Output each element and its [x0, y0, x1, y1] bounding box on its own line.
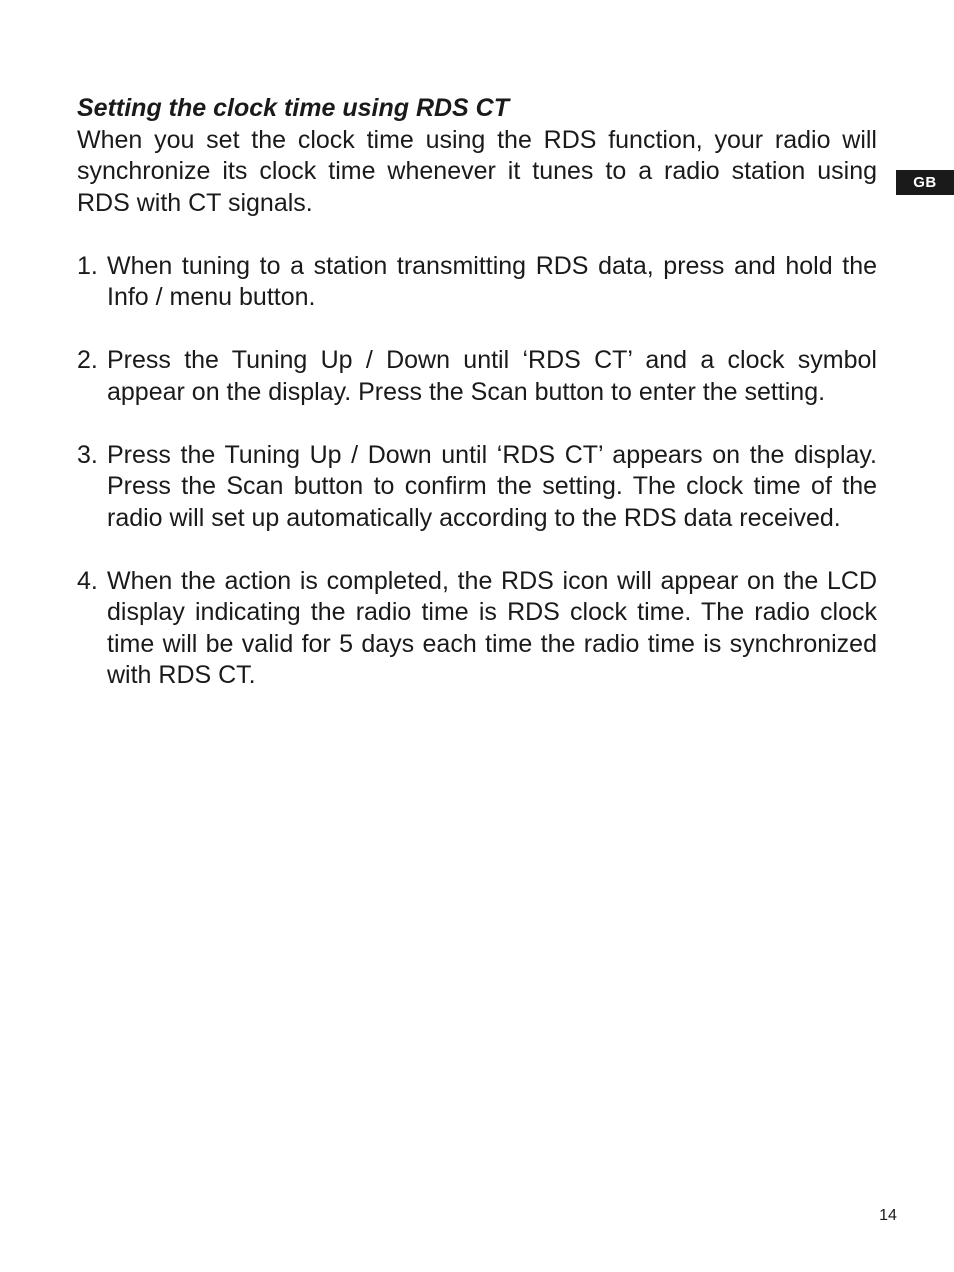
step-text: Press the Tuning Up / Down until ‘RDS CT’ and a clock symbol appear on the display. Press the Scan button to enter the setting.: [107, 346, 877, 406]
language-tab: GB: [896, 170, 954, 195]
step-text: Press the Tuning Up / Down until ‘RDS CT’ appears on the display. Press the Scan button to confirm the setting. The clock time of the radio will set up automatically according to the RDS data received.: [107, 440, 877, 532]
list-item: [77, 345, 877, 408]
page-number: 14: [879, 1207, 897, 1224]
list-item: [77, 251, 877, 314]
section-heading: Setting the clock time using RDS CT: [77, 94, 509, 122]
intro-paragraph: When you set the clock time using the RDS function, your radio will synchronize its clock time whenever it tunes to a radio station using RDS with CT signals.: [77, 125, 877, 217]
list-item: [77, 566, 877, 692]
step-number: 4.: [77, 566, 98, 595]
step-text: When tuning to a station transmitting RDS data, press and hold the Info / menu button.: [107, 251, 877, 311]
step-number: 1.: [77, 251, 98, 280]
list-item: [77, 440, 877, 535]
step-text: When the action is completed, the RDS icon will appear on the LCD display indicating the radio time is RDS clock time. The radio clock time will be valid for 5 days each time the radio time is synchronized with RDS CT.: [107, 566, 877, 689]
instruction-list: [77, 251, 877, 692]
document-body: [77, 93, 877, 692]
step-number: 2.: [77, 346, 98, 374]
step-number: 3.: [77, 440, 98, 469]
